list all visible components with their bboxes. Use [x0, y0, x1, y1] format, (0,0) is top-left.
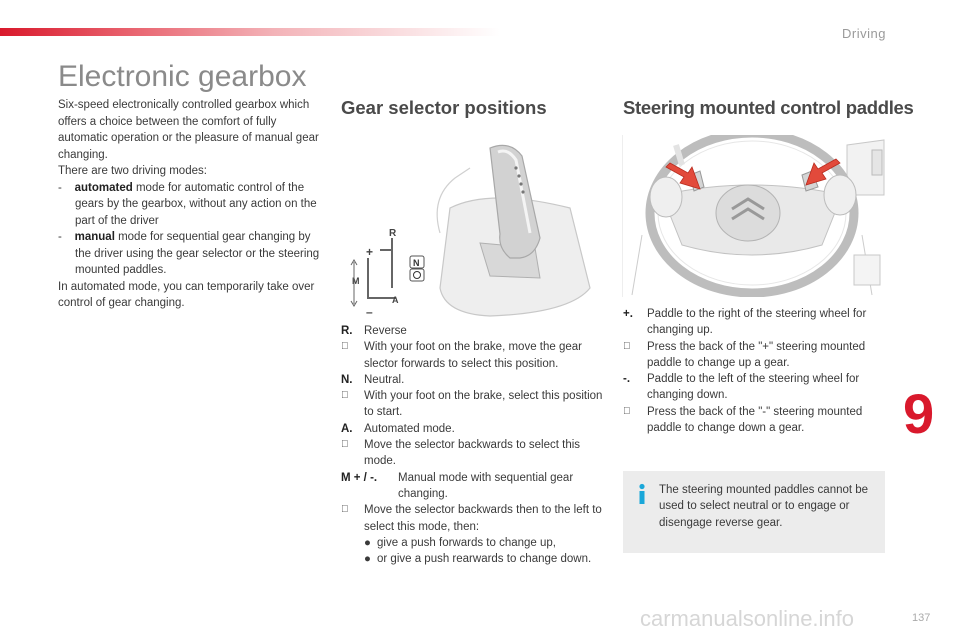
- checkbox-icon: [341, 339, 364, 372]
- list-item: N. Neutral.: [341, 373, 405, 386]
- watermark: carmanualsonline.info: [640, 606, 855, 631]
- mode-item: - automated mode for automatic control of the gears by the gearbox, without any action on the part of the driver: [58, 181, 317, 227]
- checkbox-icon: [623, 404, 647, 437]
- checkbox-icon: [341, 388, 364, 421]
- gear-selector-heading: Gear selector positions: [341, 97, 547, 118]
- gear-positions-list: [341, 323, 603, 567]
- list-item: ● or give a push rearwards to change down.: [364, 553, 592, 566]
- label-a: A: [392, 295, 399, 305]
- paddles-heading: Steering mounted control paddles: [623, 97, 914, 118]
- page-number: 137: [912, 612, 931, 624]
- label-plus: +: [366, 245, 374, 259]
- section-label: Driving: [842, 26, 886, 41]
- steering-wheel-illustration: [622, 135, 886, 297]
- list-item: A. Automated mode.: [341, 422, 455, 435]
- list-item: With your foot on the brake, move the gear slector forwards to select this position.: [341, 339, 603, 372]
- list-item: With your foot on the brake, select this position to start.: [341, 388, 603, 421]
- list-item: R. Reverse: [341, 325, 407, 337]
- label-m: M: [352, 276, 360, 286]
- list-item: Press the back of the "+" steering mounted paddle to change up a gear.: [623, 339, 885, 372]
- checkbox-icon: [623, 339, 647, 372]
- list-item: +. Paddle to the right of the steering wheel for changing up.: [623, 308, 867, 337]
- info-text: The steering mounted paddles cannot be used to select neutral or to engage or disengage reverse gear.: [659, 484, 869, 529]
- checkbox-icon: [341, 437, 364, 470]
- label-r: R: [389, 228, 397, 239]
- label-n: N: [413, 258, 420, 268]
- list-item: Move the selector backwards to select this mode.: [341, 437, 603, 470]
- list-item: Move the selector backwards then to the left to select this mode, then:: [341, 502, 603, 535]
- info-box: [623, 471, 885, 553]
- page-title: Electronic gearbox: [58, 60, 307, 93]
- list-item: ● give a push forwards to change up,: [364, 536, 557, 549]
- intro-text: [58, 97, 326, 312]
- paddles-list: [623, 306, 885, 436]
- info-icon: [635, 483, 649, 505]
- label-minus: –: [366, 305, 373, 319]
- header-accent-bar: [0, 28, 500, 36]
- mode-item: - manual mode for sequential gear changing by the driver using the gear selector or the steering mounted paddles.: [58, 231, 320, 276]
- list-item: Press the back of the "-" steering mounted paddle to change down a gear.: [623, 404, 885, 437]
- intro-paragraph: There are two driving modes:: [58, 165, 207, 177]
- checkbox-icon: [341, 502, 364, 535]
- gear-selector-illustration: [340, 138, 606, 320]
- chapter-number: 9: [903, 382, 935, 445]
- list-item: M + / -. Manual mode with sequential gear changing.: [341, 471, 574, 500]
- list-item: -. Paddle to the left of the steering wheel for changing down.: [623, 373, 860, 402]
- intro-paragraph: In automated mode, you can temporarily take over control of gear changing.: [58, 280, 315, 309]
- intro-paragraph: Six-speed electronically controlled gearbox which offers a choice between the comfort of fully automatic operation or the pleasure of manual gear changing.: [58, 99, 319, 161]
